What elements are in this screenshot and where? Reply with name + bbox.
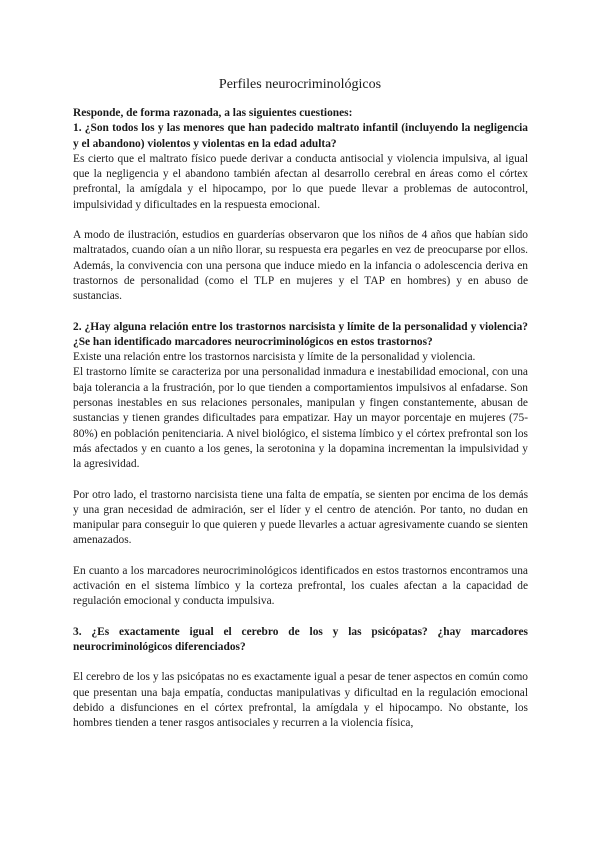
answer-1-paragraph-1: Es cierto que el maltrato físico puede derivar a conducta antisocial y violencia impulsiva, al igual que la negligencia y el abandono también afectan al desarrollo cerebral en áreas como el córtex prefrontal, la amígdala y el hipocampo, por lo que puede llevar a problemas de autocontrol, impulsividad y dificultades en la respuesta emocional. bbox=[73, 152, 528, 211]
instructions: Responde, de forma razonada, a las siguientes cuestiones: bbox=[73, 107, 353, 119]
document-body bbox=[73, 106, 528, 731]
answer-2-paragraph-3: Por otro lado, el trastorno narcisista tiene una falta de empatía, se sienten por encima de los demás y una gran necesidad de admiración, ser el líder y el centro de atención. Por tanto, no dudan en manipular para conseguir lo que quieren y puede llevarles a actuar agresivamente cuando se sienten amenazados. bbox=[73, 488, 528, 547]
spacer bbox=[73, 655, 528, 670]
answer-2-paragraph-1: Existe una relación entre los trastornos narcisista y límite de la personalidad y violencia. bbox=[73, 351, 476, 364]
answer-1-paragraph-2: A modo de ilustración, estudios en guarderías observaron que los niños de 4 años que habían sido maltratados, cuando oían a un niño llorar, su respuesta era pegarles en vez de preocuparse por ellos. Además, la convivencia con una persona que induce miedo en la infancia o adolescencia deriva en trastornos de personalidad (como el TLP en mujeres y el TAP en hombres) y en abuso de sustancias. bbox=[73, 229, 528, 303]
spacer bbox=[73, 473, 528, 488]
spacer bbox=[73, 549, 528, 564]
spacer bbox=[73, 305, 528, 320]
question-2: 2. ¿Hay alguna relación entre los trastornos narcisista y límite de la personalidad y violencia? ¿Se han identificado marcadores neurocriminológicos en estos trastornos? bbox=[73, 320, 528, 348]
answer-3-paragraph-1: El cerebro de los y las psicópatas no es exactamente igual a pesar de tener aspectos en común como que presentan una baja empatía, conductas manipulativas y dificultad en la regulación emocional debido a disfunciones en el córtex prefrontal, la amígdala y el hipocampo. No obstante, los hombres tienden a tener rasgos antisociales y recurren a la violencia física, bbox=[73, 671, 528, 730]
answer-2-paragraph-2: El trastorno límite se caracteriza por una personalidad inmadura e inestabilidad emocional, con una baja tolerancia a la frustración, por lo que tienden a comportamientos impulsivos al enfadarse. Son personas inestables en sus relaciones personales, manipulan y fingen constantemente, abusan de sustancias y tienen grandes dificultades para empatizar. Hay un mayor porcentaje en mujeres (75-80%) en población penitenciaria. A nivel biológico, el sistema límbico y el córtex prefrontal son los más afectados y en cuanto a los genes, la serotonina y la dopamina incrementan la impulsividad y la agresividad. bbox=[73, 366, 528, 471]
page-title: Perfiles neurocriminológicos bbox=[218, 77, 382, 92]
question-1: 1. ¿Son todos los y las menores que han padecido maltrato infantil (incluyendo la negligencia y el abandono) violentos y violentas en la edad adulta? bbox=[73, 122, 528, 150]
spacer bbox=[73, 610, 528, 625]
spacer bbox=[73, 213, 528, 228]
question-3: 3. ¿Es exactamente igual el cerebro de los y las psicópatas? ¿hay marcadores neurocriminológicos diferenciados? bbox=[73, 625, 528, 653]
answer-2-paragraph-4: En cuanto a los marcadores neurocriminológicos identificados en estos trastornos encontramos una activación en el sistema límbico y la corteza prefrontal, los cuales afectan a la capacidad de regulación emocional y conducta impulsiva. bbox=[73, 564, 528, 608]
